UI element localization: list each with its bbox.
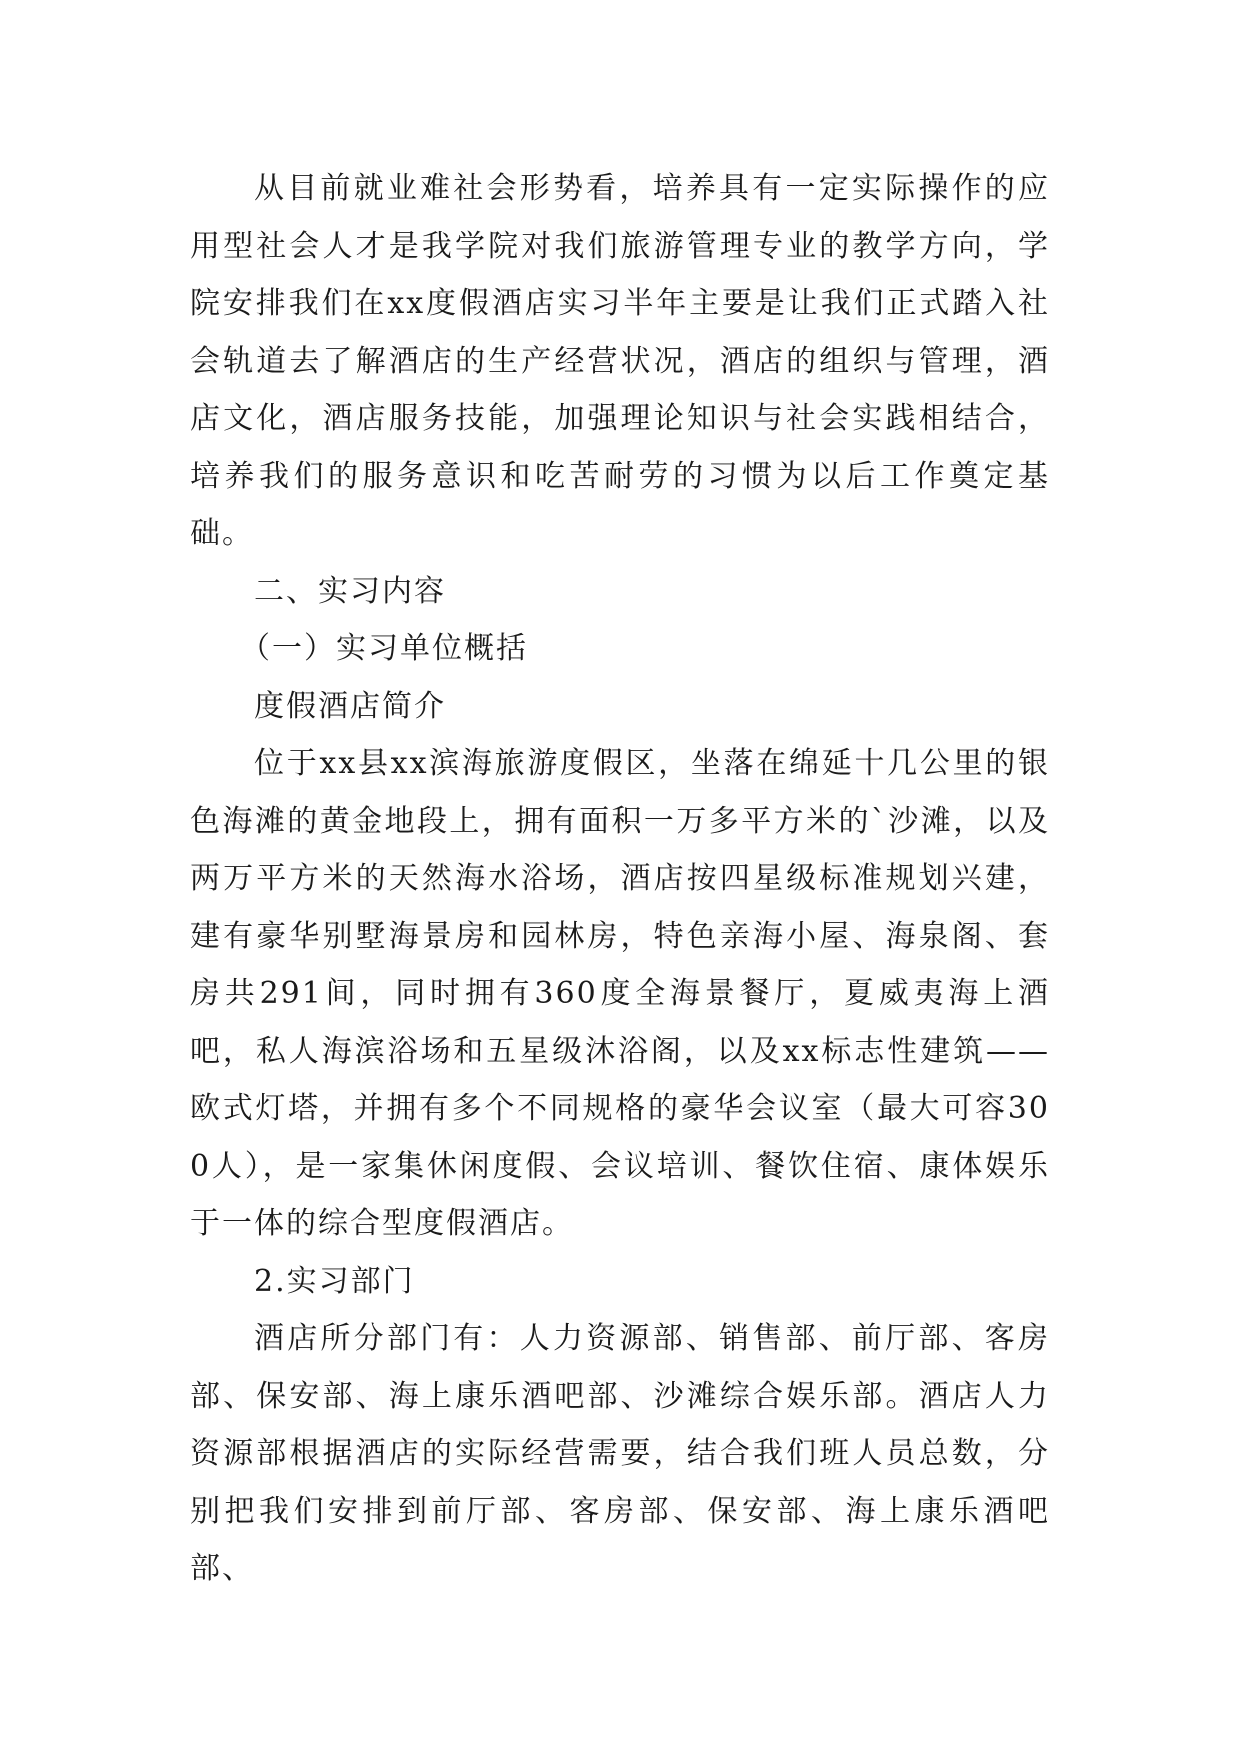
subsection-heading-unit-overview: （一）实习单位概括 <box>240 631 528 666</box>
paragraph-hotel-description: 位于xx县xx滨海旅游度假区，坐落在绵延十几公里的银色海滩的黄金地段上，拥有面积一万多平方米的`沙滩，以及两万平方米的天然海水浴场，酒店按四星级标准规划兴建，建有豪华别墅海景房和园林房，特色亲海小屋、海泉阁、套房共291间，同时拥有360度全海景餐厅，夏威夷海上酒吧，私人海滨浴场和五星级沐浴阁，以及xx标志性建筑——欧式灯塔，并拥有多个不同规格的豪华会议室（最大可容300人），是一家集休闲度假、会议培训、餐饮住宿、康体娱乐于一体的综合型度假酒店。 <box>190 746 1050 1241</box>
paragraph-departments: 酒店所分部门有：人力资源部、销售部、前厅部、客房部、保安部、海上康乐酒吧部、沙滩综合娱乐部。酒店人力资源部根据酒店的实际经营需要，结合我们班人员总数，分别把我们安排到前厅部、客房部、保安部、海上康乐酒吧部、 <box>190 1321 1050 1586</box>
subheading-hotel-intro: 度假酒店简介 <box>254 688 446 724</box>
section-heading-internship-content: 二、实习内容 <box>254 573 446 609</box>
subheading-internship-departments: 2.实习部门 <box>254 1263 415 1299</box>
document-body <box>190 160 1050 1598</box>
paragraph-intro: 从目前就业难社会形势看，培养具有一定实际操作的应用型社会人才是我学院对我们旅游管理专业的教学方向，学院安排我们在xx度假酒店实习半年主要是让我们正式踏入社会轨道去了解酒店的生产经营状况，酒店的组织与管理，酒店文化，酒店服务技能，加强理论知识与社会实践相结合，培养我们的服务意识和吃苦耐劳的习惯为以后工作奠定基础。 <box>190 171 1050 551</box>
